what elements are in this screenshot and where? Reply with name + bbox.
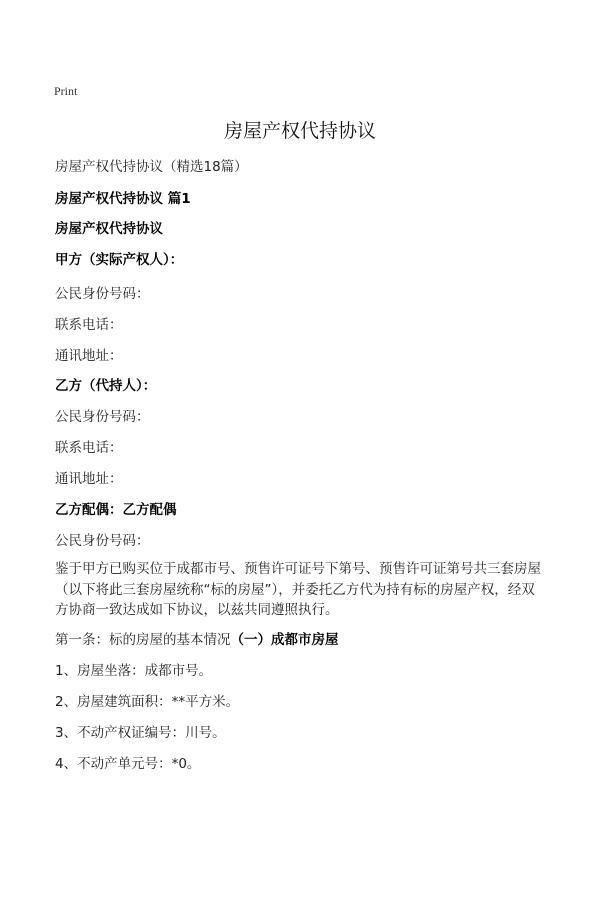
agreement-heading: 房屋产权代持协议 bbox=[55, 221, 163, 237]
preamble-paragraph bbox=[55, 559, 555, 621]
party-a-address-label: 通讯地址： bbox=[55, 348, 123, 364]
party-b-heading: 乙方（代持人）： bbox=[55, 378, 157, 394]
spouse-heading: 乙方配偶：乙方配偶 bbox=[55, 502, 177, 518]
print-label: Print bbox=[54, 84, 78, 98]
document-title: 房屋产权代持协议 bbox=[223, 120, 376, 142]
subtitle: 房屋产权代持协议（精选18篇） bbox=[55, 159, 248, 175]
preamble-line: 方协商一致达成如下协议，以兹共同遵照执行。 bbox=[55, 602, 339, 618]
article-1-prefix: 第一条：标的房屋的基本情况 bbox=[55, 632, 231, 648]
section-heading: 房屋产权代持协议 篇1 bbox=[55, 191, 191, 207]
article-1-subheading: （一）成都市房屋 bbox=[230, 632, 339, 648]
list-item: 1、房屋坐落：成都市号。 bbox=[55, 663, 213, 679]
list-item: 2、房屋建筑面积：**平方米。 bbox=[55, 694, 240, 710]
party-a-id-label: 公民身份号码： bbox=[55, 286, 150, 302]
preamble-line: 鉴于甲方已购买位于成都市号、预售许可证号下第号、预售许可证第号共三套房屋 bbox=[55, 561, 541, 577]
article-1-heading bbox=[55, 628, 339, 648]
list-item: 4、不动产单元号：*0。 bbox=[55, 756, 201, 772]
party-b-phone-label: 联系电话： bbox=[55, 440, 123, 456]
party-a-phone-label: 联系电话： bbox=[55, 317, 123, 333]
party-b-id-label: 公民身份号码： bbox=[55, 409, 150, 425]
preamble-line: （以下将此三套房屋统称“标的房屋”），并委托乙方代为持有标的房屋产权，经双 bbox=[55, 581, 535, 598]
spouse-id-label: 公民身份号码： bbox=[55, 533, 150, 549]
party-b-address-label: 通讯地址： bbox=[55, 471, 123, 487]
list-item: 3、不动产权证编号：川号。 bbox=[55, 725, 226, 741]
party-a-heading: 甲方（实际产权人）： bbox=[55, 252, 184, 268]
